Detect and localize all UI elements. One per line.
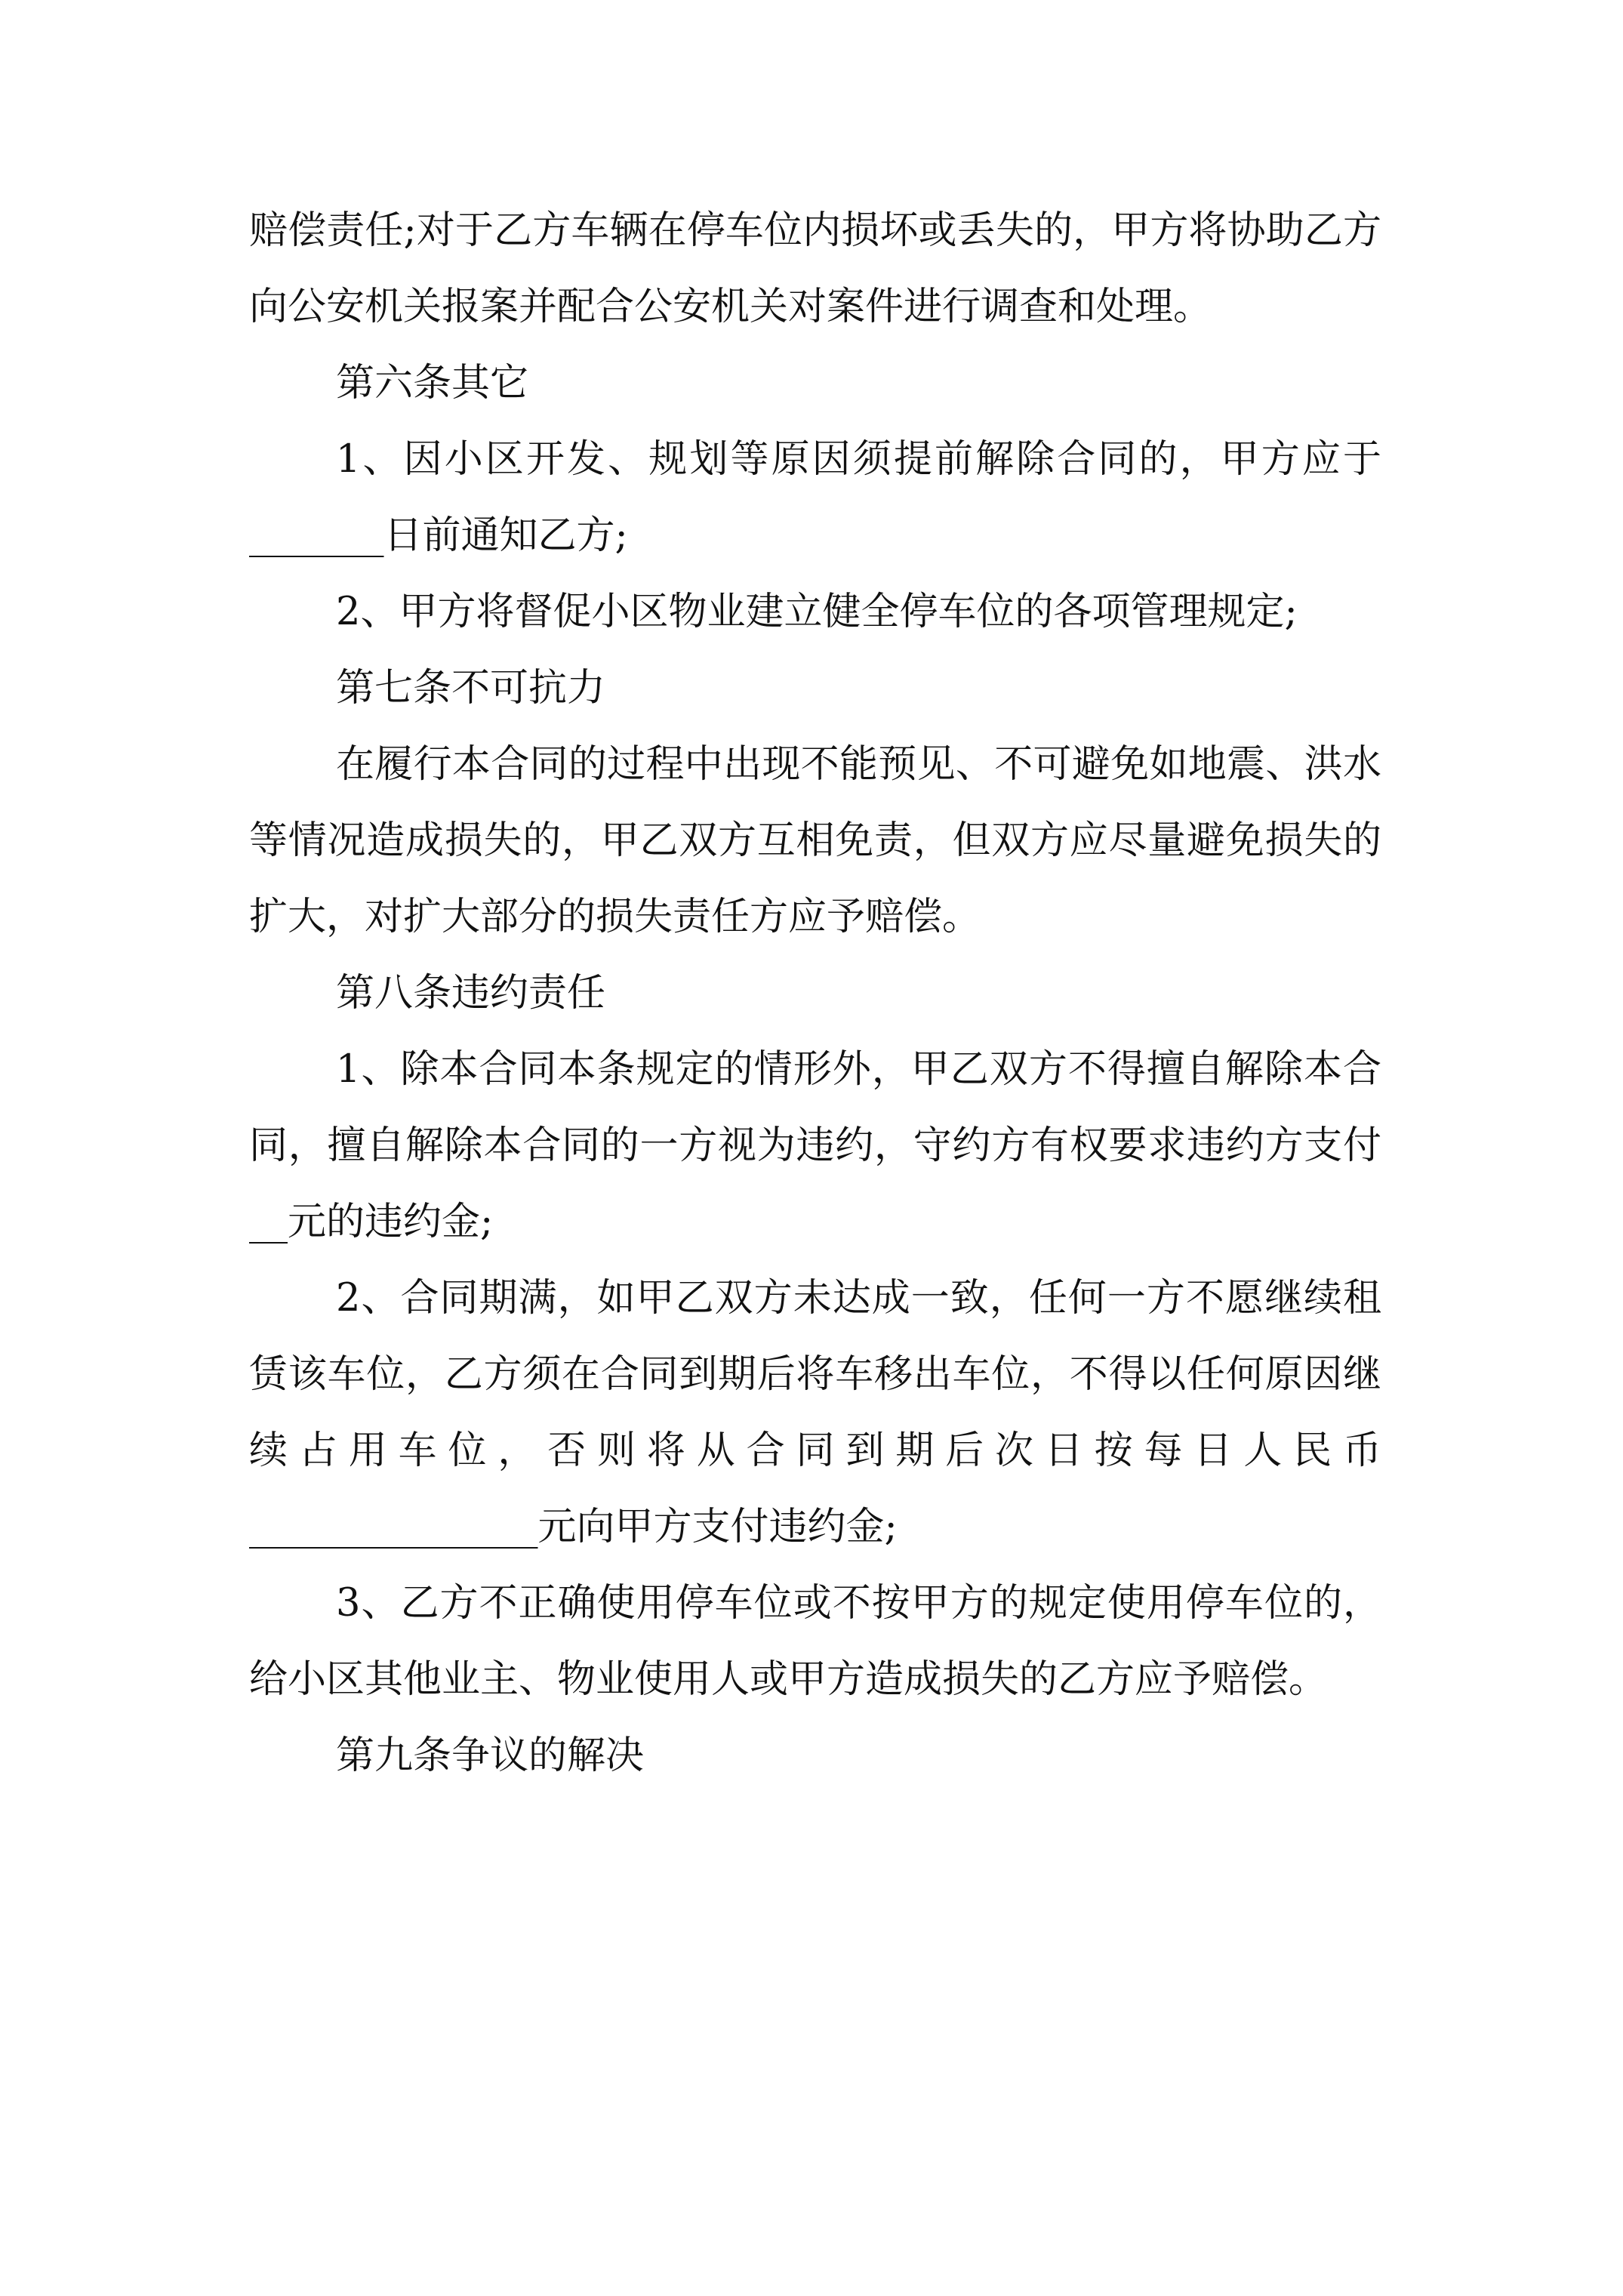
clause-6-1: 1、因小区开发、规划等原因须提前解除合同的，甲方应于_______日前通知乙方;	[249, 437, 1381, 558]
heading-article-6: 第六条其它	[336, 361, 529, 405]
document-body	[249, 193, 1381, 1794]
clause-8-1: 1、除本合同本条规定的情形外，甲乙双方不得擅自解除本合同，擅自解除本合同的一方视为违约，守约方有权要求违约方支付__元的违约金;	[249, 1047, 1381, 1244]
clause-8-2: 2、合同期满，如甲乙双方未达成一致，任何一方不愿继续租赁该车位，乙方须在合同到期后将车移出车位，不得以任何原因继续占用车位，否则将从合同到期后次日按每日人民币_______________元向甲方支付违约金;	[249, 1276, 1381, 1549]
clause-6-2: 2、甲方将督促小区物业建立健全停车位的各项管理规定;	[336, 590, 1298, 634]
paragraph-continuation: 赔偿责任;对于乙方车辆在停车位内损坏或丢失的，甲方将协助乙方向公安机关报案并配合公安机关对案件进行调查和处理。	[249, 208, 1381, 329]
heading-article-7: 第七条不可抗力	[336, 666, 606, 710]
clause-8-3: 3、乙方不正确使用停车位或不按甲方的规定使用停车位的，给小区其他业主、物业使用人或甲方造成损失的乙方应予赔偿。	[249, 1581, 1381, 1702]
heading-article-8: 第八条违约责任	[336, 971, 606, 1015]
heading-article-9: 第九条争议的解决	[336, 1734, 645, 1778]
clause-7-body: 在履行本合同的过程中出现不能预见、不可避免如地震、洪水等情况造成损失的，甲乙双方互相免责，但双方应尽量避免损失的扩大，对扩大部分的损失责任方应予赔偿。	[249, 742, 1381, 939]
